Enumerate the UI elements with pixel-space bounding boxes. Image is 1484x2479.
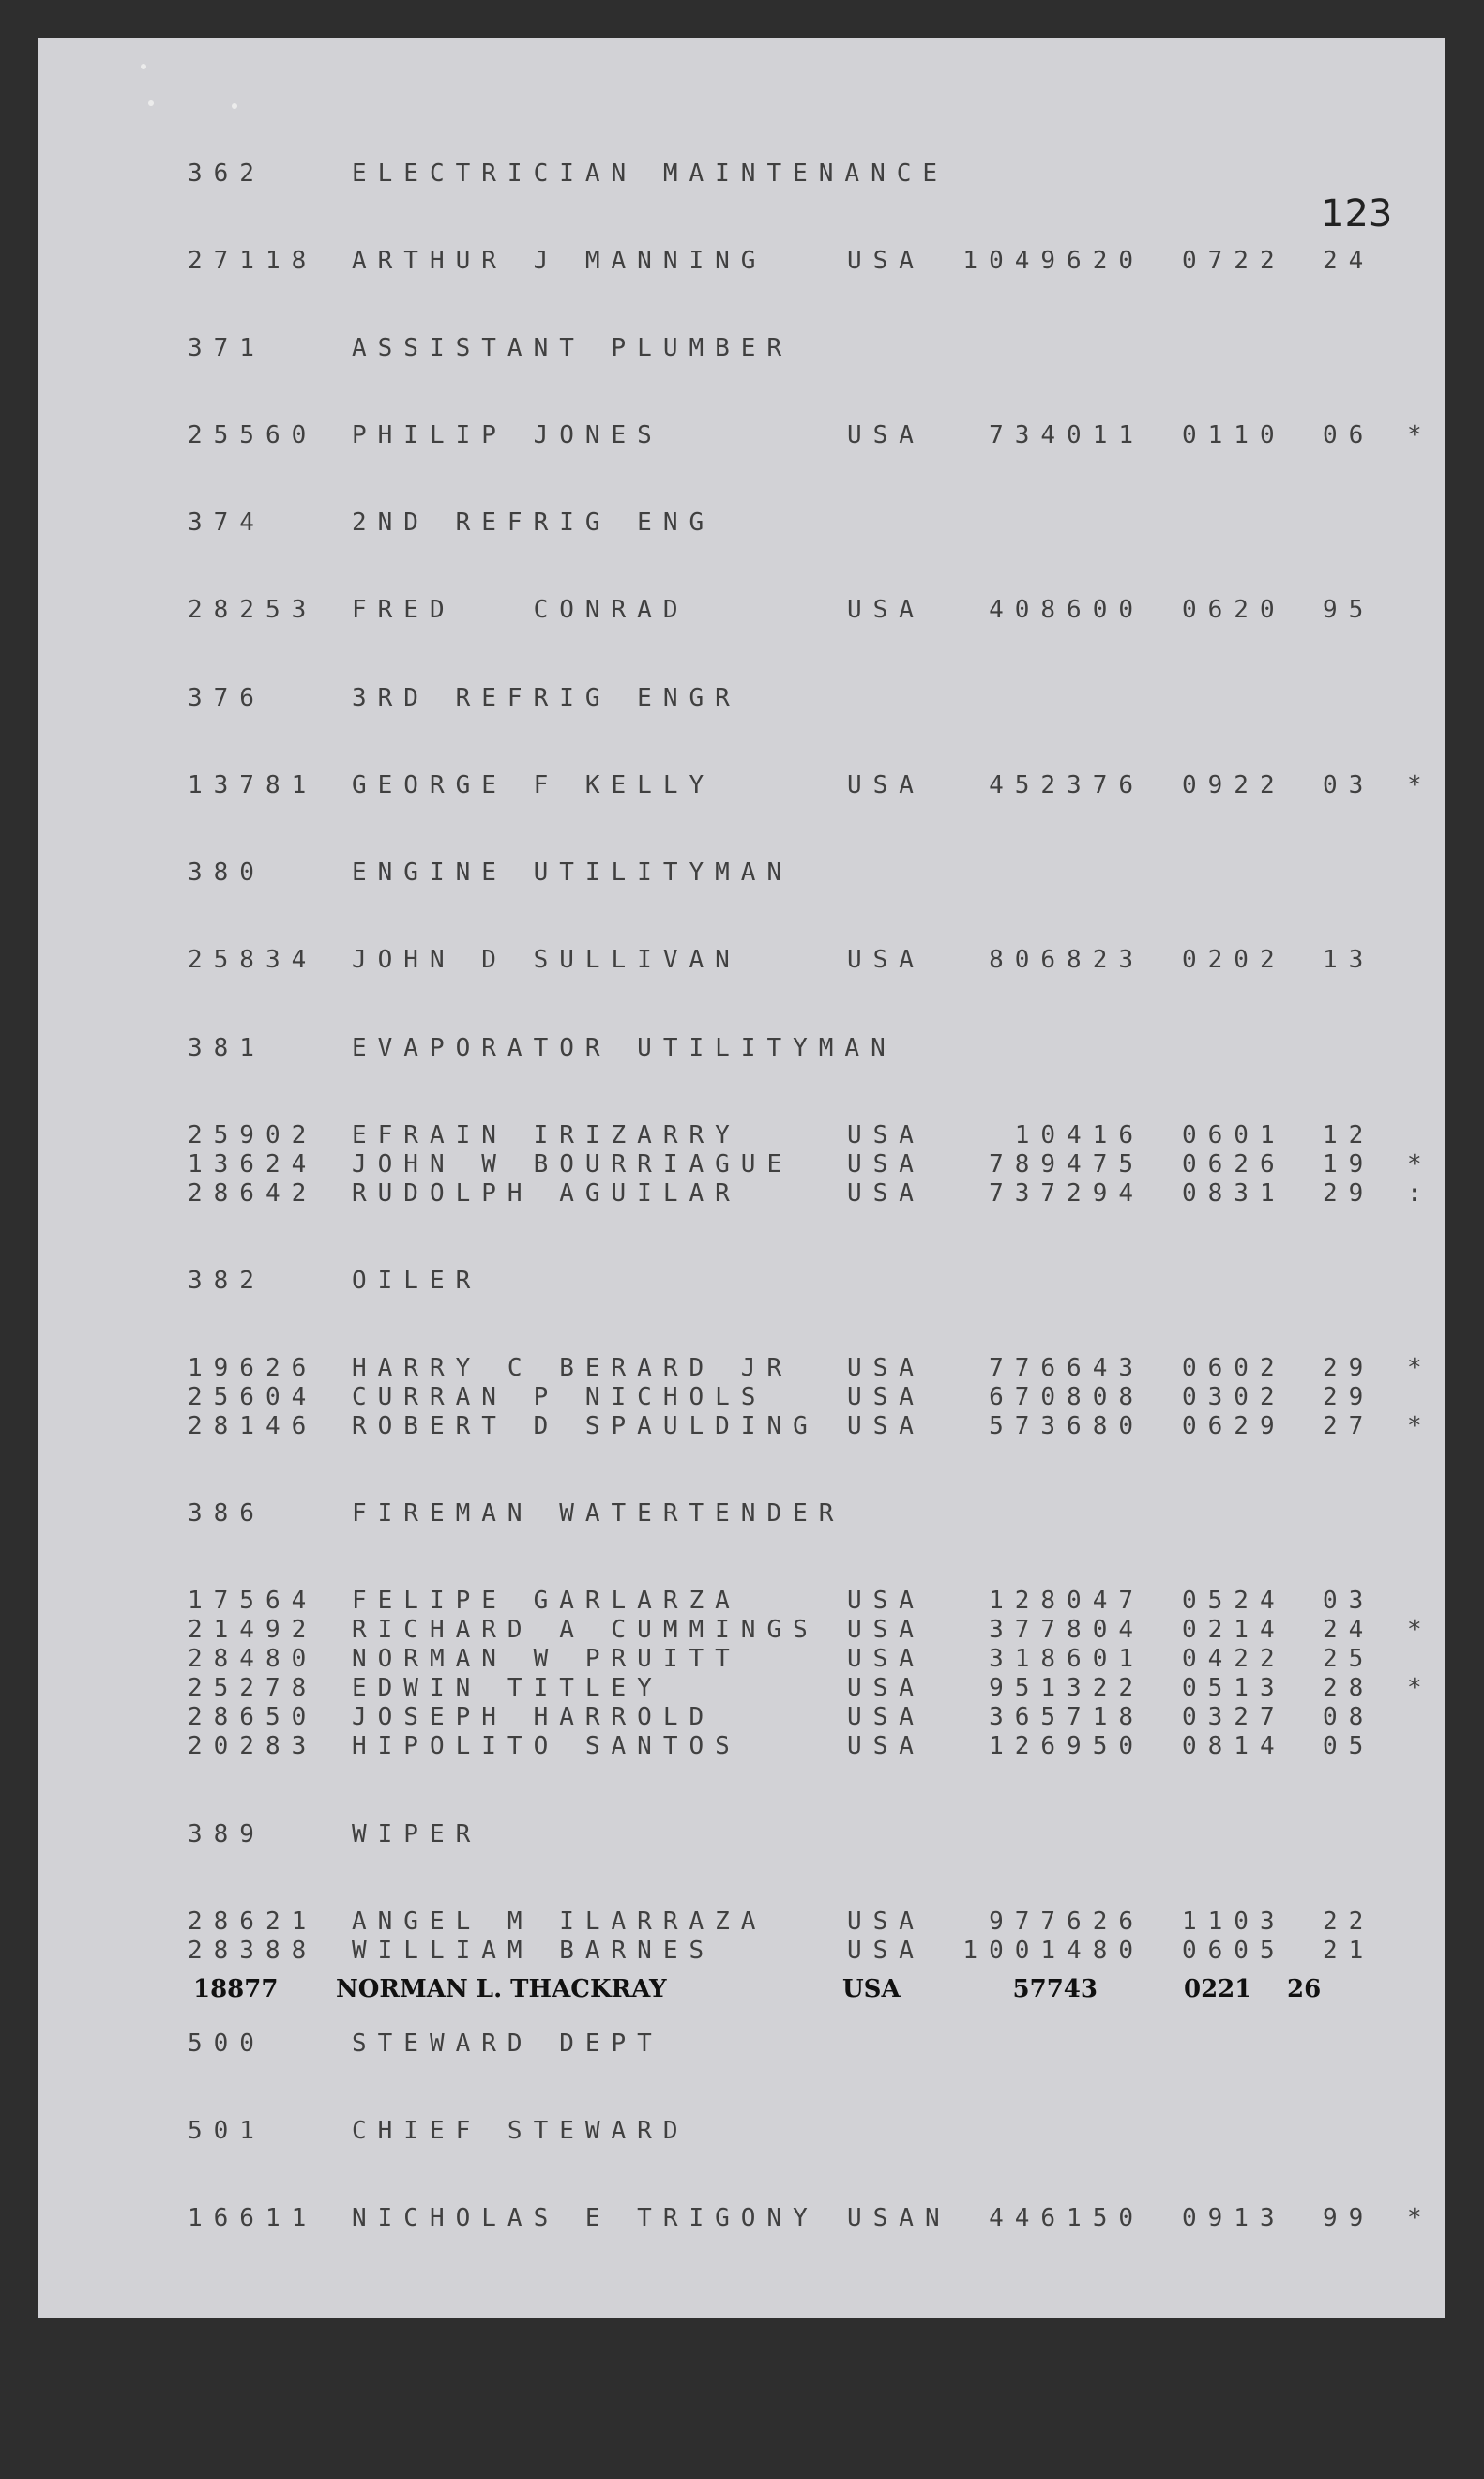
crew-number: 10416 <box>1014 1121 1144 1149</box>
crew-name: JOHN D SULLIVAN <box>352 946 741 974</box>
crew-number: 377804 <box>989 1616 1144 1644</box>
crew-age: 24 <box>1323 1616 1375 1644</box>
department-code: 389 <box>188 1820 265 1848</box>
crew-number: 806823 <box>989 946 1144 974</box>
crew-mark: * <box>1407 1616 1433 1644</box>
crew-id: 20283 <box>188 1732 318 1760</box>
department-title: ASSISTANT PLUMBER <box>352 334 794 362</box>
crew-age: 22 <box>1323 1908 1375 1936</box>
crew-number: 1001480 <box>962 1937 1144 1965</box>
crew-date: 0327 <box>1182 1703 1286 1731</box>
crew-date: 0922 <box>1182 771 1286 799</box>
crew-date: 0626 <box>1182 1150 1286 1179</box>
crew-name: ARTHUR J MANNING <box>352 247 767 275</box>
crew-id: 28388 <box>188 1937 318 1965</box>
crew-date: 0814 <box>1182 1732 1286 1760</box>
crew-number: 573680 <box>989 1412 1144 1440</box>
crew-date: 0601 <box>1182 1121 1286 1149</box>
crew-name: NICHOLAS E TRIGONY <box>352 2204 819 2232</box>
crew-mark: * <box>1407 771 1433 799</box>
crew-age: 25 <box>1323 1645 1375 1673</box>
crew-name: FRED CONRAD <box>352 596 689 624</box>
crew-id: 25604 <box>188 1383 318 1411</box>
crew-age: 19 <box>1323 1150 1375 1179</box>
department-code: 382 <box>188 1267 265 1295</box>
department-title: OILER <box>352 1267 482 1295</box>
crew-date: 0831 <box>1182 1179 1286 1208</box>
crew-number: 452376 <box>989 771 1144 799</box>
crew-date: 0605 <box>1182 1937 1286 1965</box>
crew-id: 28650 <box>188 1703 318 1731</box>
crew-nationality: USA <box>847 771 925 799</box>
crew-mark: * <box>1407 1150 1433 1179</box>
crew-nationality: USA <box>847 1179 925 1208</box>
crew-nationality: USA <box>847 596 925 624</box>
crew-date: 0422 <box>1182 1645 1286 1673</box>
crew-id: 21492 <box>188 1616 318 1644</box>
crew-nationality: USA <box>847 1150 925 1179</box>
punch-dot <box>141 64 146 69</box>
crew-mark: * <box>1407 1354 1433 1382</box>
department-code: 376 <box>188 684 265 712</box>
document-sheet <box>38 38 1445 2318</box>
crew-number: 789475 <box>989 1150 1144 1179</box>
crew-nationality: USA <box>847 946 925 974</box>
crew-date: 0302 <box>1182 1383 1286 1411</box>
crew-number: 128047 <box>989 1587 1144 1615</box>
crew-id: 13624 <box>188 1150 318 1179</box>
crew-name: HARRY C BERARD JR <box>352 1354 794 1382</box>
crew-number: 318601 <box>989 1645 1144 1673</box>
crew-name: RUDOLPH AGUILAR <box>352 1179 741 1208</box>
crew-id: 28253 <box>188 596 318 624</box>
crew-id: 25902 <box>188 1121 318 1149</box>
department-code: 500 <box>188 2030 265 2058</box>
crew-date: 0221 <box>1184 1975 1252 2003</box>
crew-nationality: USA <box>847 1412 925 1440</box>
crew-number: 734011 <box>989 421 1144 449</box>
crew-age: 12 <box>1323 1121 1375 1149</box>
crew-number: 1049620 <box>962 247 1144 275</box>
crew-nationality: USA <box>847 1703 925 1731</box>
crew-age: 99 <box>1323 2204 1375 2232</box>
crew-age: 28 <box>1323 1674 1375 1702</box>
department-title: STEWARD DEPT <box>352 2030 663 2058</box>
department-title: EVAPORATOR UTILITYMAN <box>352 1034 897 1062</box>
crew-age: 03 <box>1323 771 1375 799</box>
crew-age: 06 <box>1323 421 1375 449</box>
crew-date: 0513 <box>1182 1674 1286 1702</box>
crew-date: 0620 <box>1182 596 1286 624</box>
crew-mark: * <box>1407 1412 1433 1440</box>
crew-date: 0110 <box>1182 421 1286 449</box>
crew-id: 19626 <box>188 1354 318 1382</box>
crew-age: 08 <box>1323 1703 1375 1731</box>
crew-mark: * <box>1407 1674 1433 1702</box>
crew-age: 05 <box>1323 1732 1375 1760</box>
crew-nationality: USA <box>847 1937 925 1965</box>
crew-number: 977626 <box>989 1908 1144 1936</box>
department-title: WIPER <box>352 1820 482 1848</box>
crew-age: 95 <box>1323 596 1375 624</box>
department-title: 3RD REFRIG ENGR <box>352 684 741 712</box>
crew-nationality: USAN <box>847 2204 951 2232</box>
crew-age: 29 <box>1323 1383 1375 1411</box>
crew-id: 25560 <box>188 421 318 449</box>
crew-number: 126950 <box>989 1732 1144 1760</box>
crew-number: 670808 <box>989 1383 1144 1411</box>
crew-number: 776643 <box>989 1354 1144 1382</box>
crew-id: 25278 <box>188 1674 318 1702</box>
crew-number: 446150 <box>989 2204 1144 2232</box>
crew-number: 951322 <box>989 1674 1144 1702</box>
crew-id: 28642 <box>188 1179 318 1208</box>
crew-age: 29 <box>1323 1179 1375 1208</box>
crew-age: 24 <box>1323 247 1375 275</box>
crew-age: 26 <box>1287 1975 1322 2003</box>
crew-date: 0214 <box>1182 1616 1286 1644</box>
crew-id: 28146 <box>188 1412 318 1440</box>
crew-mark: * <box>1407 2204 1433 2232</box>
crew-mark: : <box>1407 1179 1433 1208</box>
crew-date: 0722 <box>1182 247 1286 275</box>
crew-age: 29 <box>1323 1354 1375 1382</box>
crew-id: 28621 <box>188 1908 318 1936</box>
crew-number: 57743 <box>1012 1975 1098 2003</box>
crew-name: HIPOLITO SANTOS <box>352 1732 741 1760</box>
department-code: 386 <box>188 1499 265 1528</box>
crew-name: EFRAIN IRIZARRY <box>352 1121 741 1149</box>
department-code: 362 <box>188 160 265 188</box>
crew-date: 0602 <box>1182 1354 1286 1382</box>
crew-id: 17564 <box>188 1587 318 1615</box>
department-code: 501 <box>188 2117 265 2145</box>
crew-name: WILLIAM BARNES <box>352 1937 716 1965</box>
department-title: CHIEF STEWARD <box>352 2117 689 2145</box>
department-code: 371 <box>188 334 265 362</box>
crew-nationality: USA <box>847 1645 925 1673</box>
crew-name: RICHARD A CUMMINGS <box>352 1616 819 1644</box>
crew-id: 28480 <box>188 1645 318 1673</box>
crew-date: 0629 <box>1182 1412 1286 1440</box>
crew-age: 27 <box>1323 1412 1375 1440</box>
crew-name: EDWIN TITLEY <box>352 1674 663 1702</box>
crew-nationality: USA <box>847 1732 925 1760</box>
crew-number: 408600 <box>989 596 1144 624</box>
crew-id: 13781 <box>188 771 318 799</box>
crew-nationality: USA <box>847 1908 925 1936</box>
crew-name: CURRAN P NICHOLS <box>352 1383 767 1411</box>
department-code: 380 <box>188 859 265 887</box>
crew-age: 03 <box>1323 1587 1375 1615</box>
crew-id: 25834 <box>188 946 318 974</box>
crew-nationality: USA <box>847 1587 925 1615</box>
crew-name: GEORGE F KELLY <box>352 771 716 799</box>
crew-name: JOHN W BOURRIAGUE <box>352 1150 794 1179</box>
crew-date: 1103 <box>1182 1908 1286 1936</box>
crew-date: 0202 <box>1182 946 1286 974</box>
department-title: FIREMAN WATERTENDER <box>352 1499 845 1528</box>
department-code: 374 <box>188 509 265 537</box>
crew-name: ROBERT D SPAULDING <box>352 1412 819 1440</box>
crew-name: NORMAN W PRUITT <box>352 1645 741 1673</box>
crew-id: 18877 <box>193 1975 279 2003</box>
department-code: 381 <box>188 1034 265 1062</box>
crew-name: PHILIP JONES <box>352 421 663 449</box>
crew-nationality: USA <box>842 1975 901 2003</box>
crew-date: 0524 <box>1182 1587 1286 1615</box>
crew-nationality: USA <box>847 1383 925 1411</box>
crew-number: 365718 <box>989 1703 1144 1731</box>
department-title: ENGINE UTILITYMAN <box>352 859 794 887</box>
crew-age: 21 <box>1323 1937 1375 1965</box>
punch-dot <box>148 100 154 106</box>
punch-dot <box>232 103 237 109</box>
crew-nationality: USA <box>847 1674 925 1702</box>
crew-nationality: USA <box>847 1121 925 1149</box>
department-title: ELECTRICIAN MAINTENANCE <box>352 160 949 188</box>
crew-name: FELIPE GARLARZA <box>352 1587 741 1615</box>
crew-name: NORMAN L. THACKRAY <box>336 1975 667 2003</box>
crew-number: 737294 <box>989 1179 1144 1208</box>
crew-date: 0913 <box>1182 2204 1286 2232</box>
crew-name: ANGEL M ILARRAZA <box>352 1908 767 1936</box>
crew-name: JOSEPH HARROLD <box>352 1703 716 1731</box>
crew-nationality: USA <box>847 1354 925 1382</box>
crew-id: 27118 <box>188 247 318 275</box>
crew-nationality: USA <box>847 421 925 449</box>
page-number: 123 <box>1321 192 1393 236</box>
department-title: 2ND REFRIG ENG <box>352 509 716 537</box>
crew-nationality: USA <box>847 1616 925 1644</box>
crew-id: 16611 <box>188 2204 318 2232</box>
crew-age: 13 <box>1323 946 1375 974</box>
crew-nationality: USA <box>847 247 925 275</box>
crew-mark: * <box>1407 421 1433 449</box>
